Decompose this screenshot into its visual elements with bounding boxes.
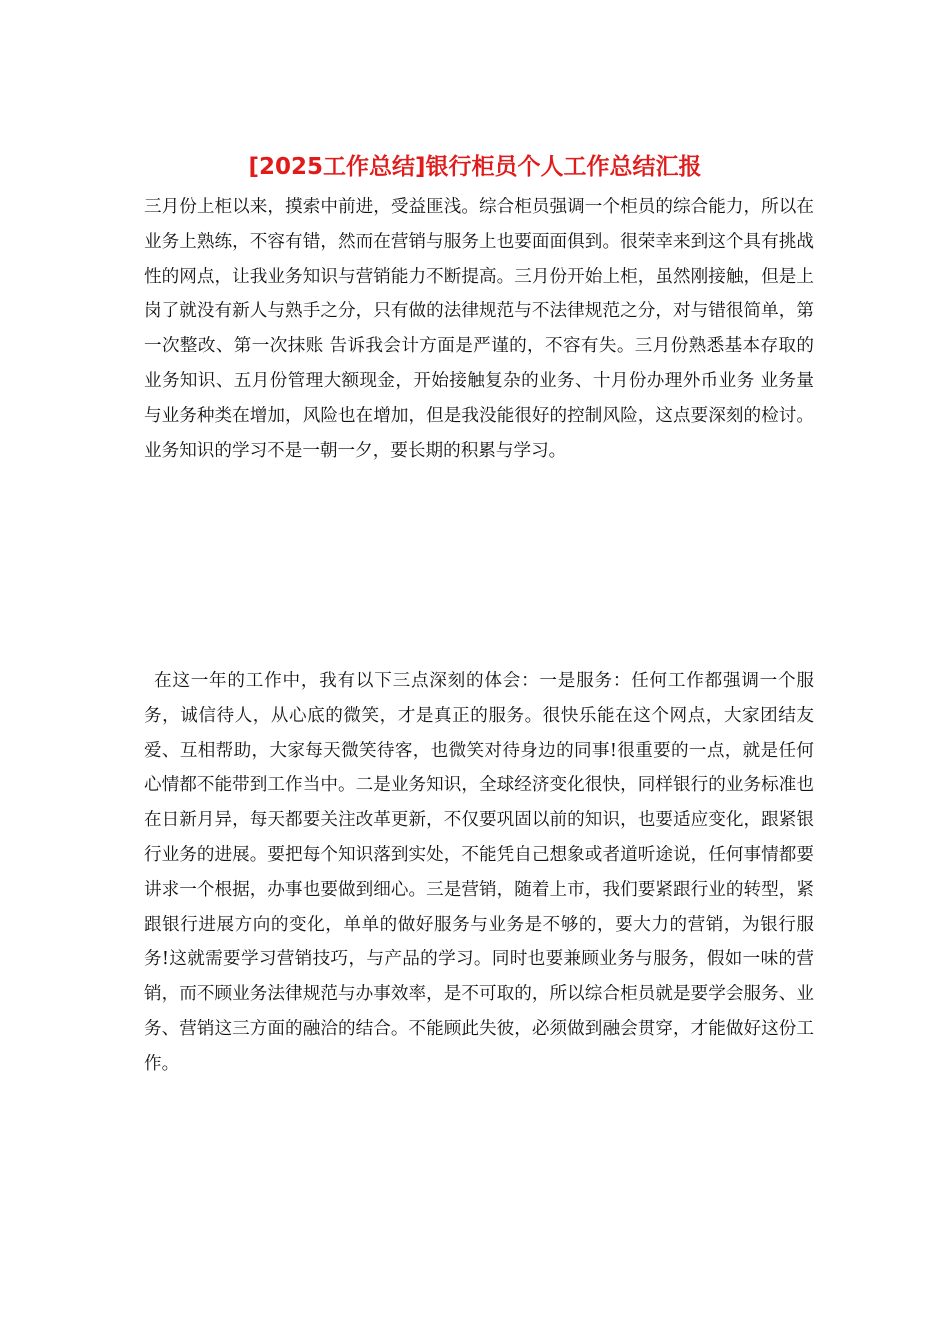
body-paragraph-2: 在这一年的工作中，我有以下三点深刻的体会：一是服务：任何工作都强调一个服务，诚信待人，从心底的微笑，才是真正的服务。很快乐能在这个网点，大家团结友爱、互相帮助，大家每天微笑待客，也微笑对待身边的同事!很重要的一点，就是任何心情都不能带到工作当中。二是业务知识，全球经济变化很快，同样银行的业务标准也在日新月异，每天都要关注改革更新，不仅要巩固以前的知识，也要适应变化，跟紧银行业务的进展。要把每个知识落到实处，不能凭自己想象或者道听途说，任何事情都要讲求一个根据，办事也要做到细心。三是营销，随着上市，我们要紧跟行业的转型，紧跟银行进展方向的变化，单单的做好服务与业务是不够的，要大力的营销，为银行服务!这就需要学习营销技巧，与产品的学习。同时也要兼顾业务与服务，假如一味的营销，而不顾业务法律规范与办事效率，是不可取的，所以综合柜员就是要学会服务、业务、营销这三方面的融洽的结合。不能顾此失彼，必须做到融会贯穿，才能做好这份工作。 xyxy=(144,671,814,1074)
body-paragraph-1: 三月份上柜以来，摸索中前进，受益匪浅。综合柜员强调一个柜员的综合能力，所以在业务上熟练，不容有错，然而在营销与服务上也要面面俱到。很荣幸来到这个具有挑战性的网点，让我业务知识与营销能力不断提高。三月份开始上柜，虽然刚接触，但是上岗了就没有新人与熟手之分，只有做的法律规范与不法律规范之分，对与错很简单，第一次整改、第一次抹账 告诉我会计方面是严谨的，不容有失。三月份熟悉基本存取的业务知识、五月份管理大额现金，开始接触复杂的业务、十月份办理外币业务 业务量与业务种类在增加，风险也在增加，但是我没能很好的控制风险，这点要深刻的检讨。业务知识的学习不是一朝一夕，要长期的积累与学习。 xyxy=(144,197,814,461)
document-title: [2025工作总结]银行柜员个人工作总结汇报 xyxy=(248,154,702,180)
